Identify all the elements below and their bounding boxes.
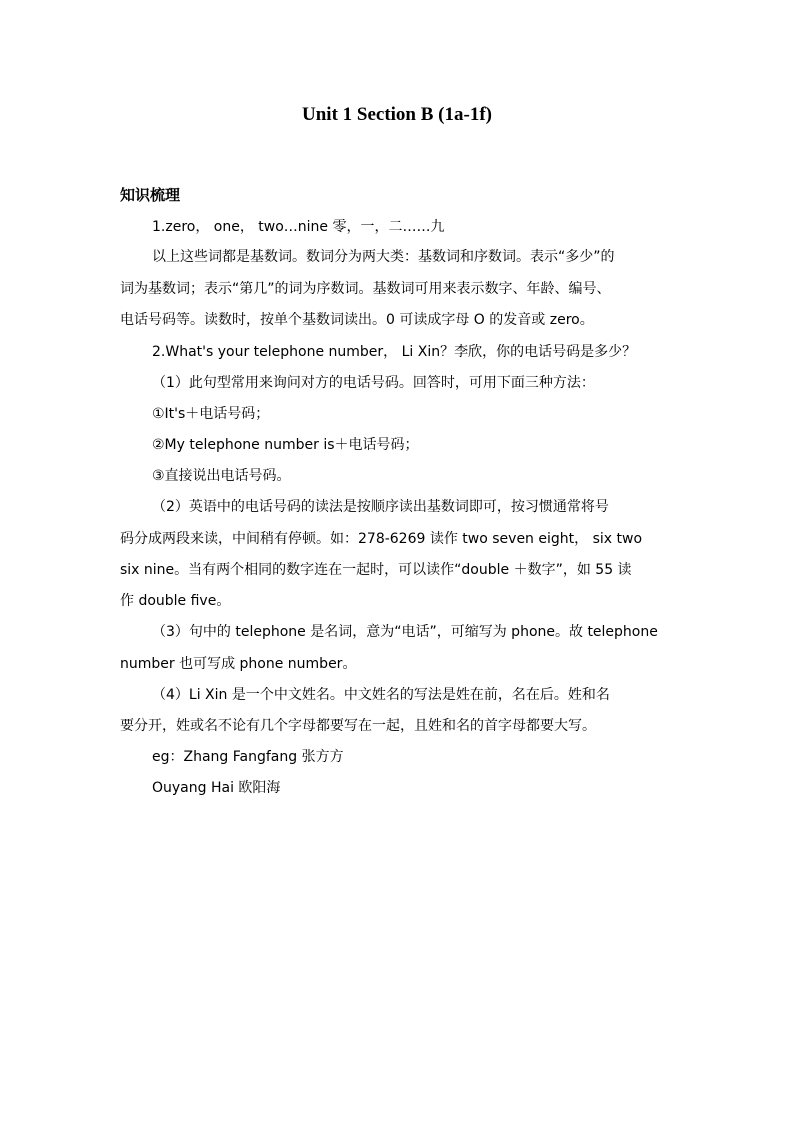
text-line: （4）Li Xin 是一个中文姓名。中文姓名的写法是姓在前，名在后。姓和名 [152,687,610,703]
text-line: ①It's＋电话号码； [152,406,270,422]
text-line: 作 double five。 [120,593,231,609]
section-heading: 知识梳理 [120,186,181,204]
text-line: 1.zero， one， two…nine 零，一，二……九 [152,219,445,235]
page-title: Unit 1 Section B (1a-1f) [302,104,492,125]
text-line: eg：Zhang Fangfang 张方方 [152,749,344,765]
text-line: 词为基数词；表示“第几”的词为序数词。基数词可用来表示数字、年龄、编号、 [120,281,611,297]
text-line: 码分成两段来读，中间稍有停顿。如：278-6269 读作 two seven eight， six two [120,531,643,547]
text-line: number 也可写成 phone number。 [120,656,357,672]
text-line: 以上这些词都是基数词。数词分为两大类：基数词和序数词。表示“多少”的 [152,249,615,265]
text-line: 电话号码等。读数时，按单个基数词读出。0 可读成字母 O 的发音或 zero。 [120,312,594,328]
text-line: （3）句中的 telephone 是名词，意为“电话”，可缩写为 phone。故 telephone [152,624,658,640]
text-line: 要分开，姓或名不论有几个字母都要写在一起，且姓和名的首字母都要大写。 [120,718,596,734]
text-line: ③直接说出电话号码。 [152,468,291,484]
text-line: 2.What's your telephone number， Li Xin？李欣，你的电话号码是多少？ [152,344,637,360]
text-line: （2）英语中的电话号码的读法是按顺序读出基数词即可，按习惯通常将号 [152,499,609,515]
text-line: six nine。当有两个相同的数字连在一起时，可以读作“double ＋数字”，如 55 读 [120,562,632,578]
text-line: （1）此句型常用来询问对方的电话号码。回答时，可用下面三种方法： [152,375,595,391]
text-line: ②My telephone number is＋电话号码； [152,437,419,453]
text-line: Ouyang Hai 欧阳海 [152,780,281,796]
